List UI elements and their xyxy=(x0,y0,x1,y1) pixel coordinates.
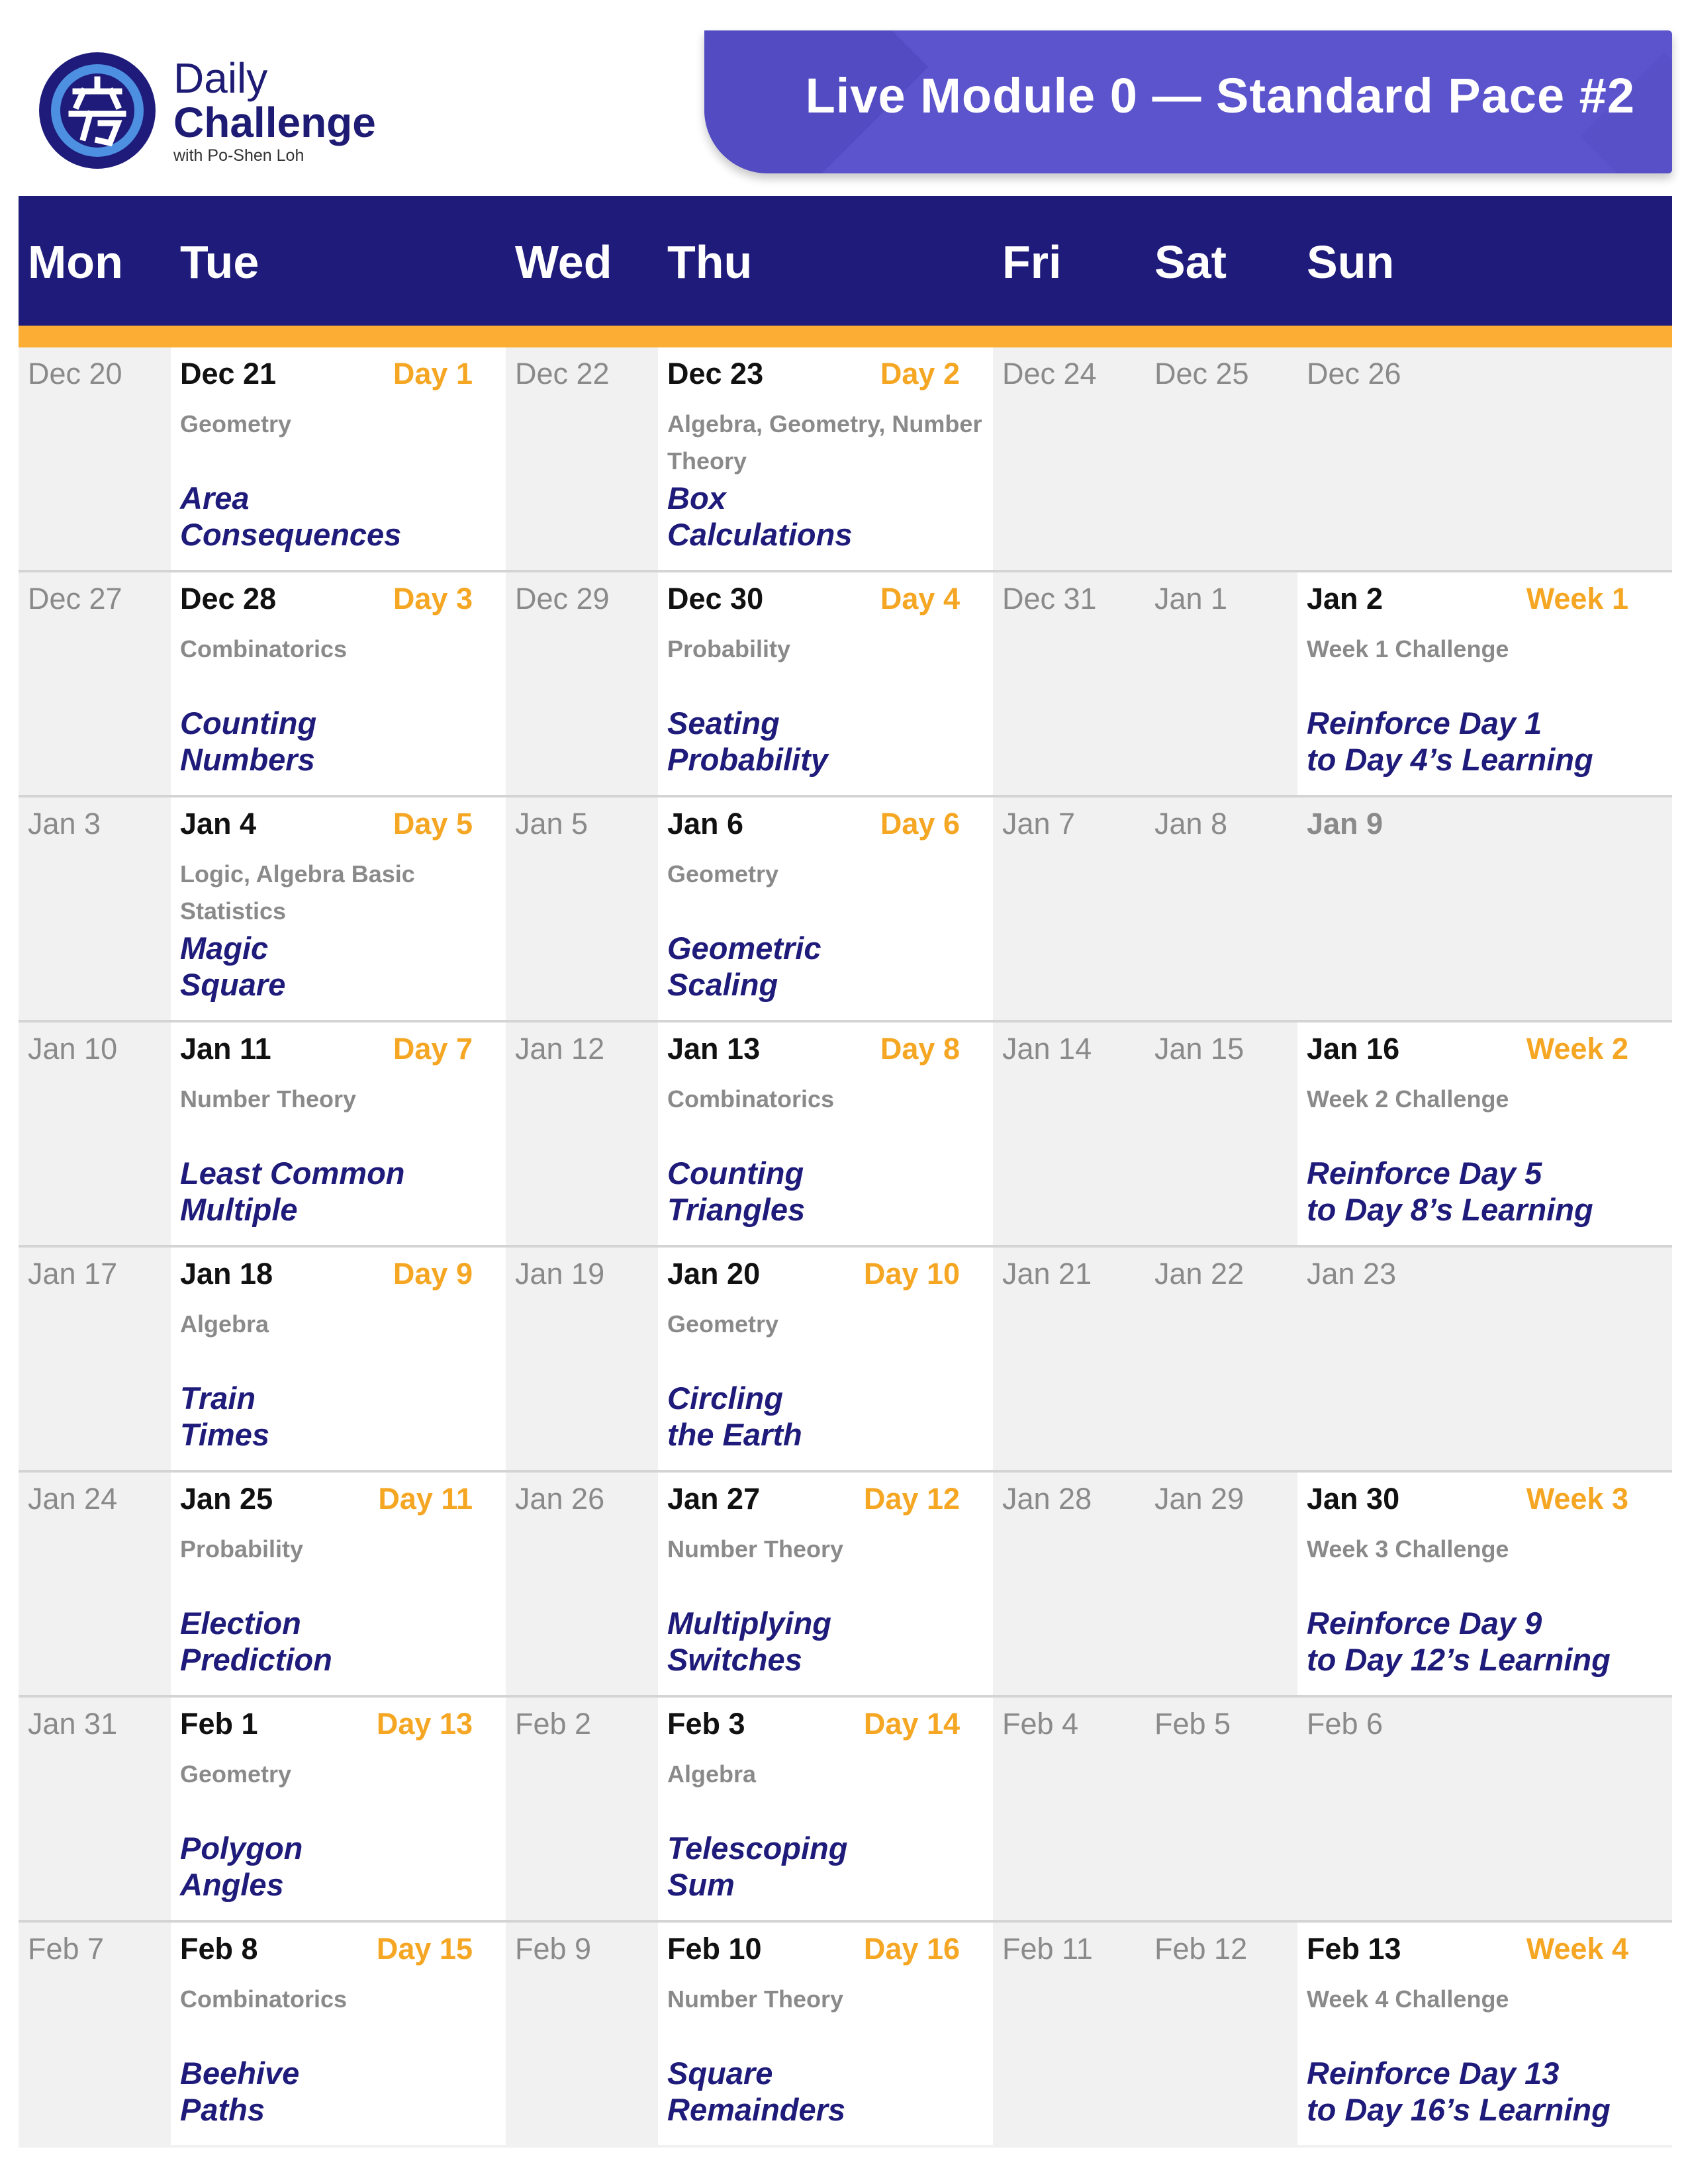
day-cell-fri xyxy=(993,1248,1145,1470)
day-cell-mon xyxy=(19,1698,171,1920)
day-cell-sat xyxy=(1145,1698,1297,1920)
date-label: Jan 29 xyxy=(1154,1482,1244,1516)
lesson-title-line-1: Counting xyxy=(180,705,317,741)
date-label: Jan 3 xyxy=(28,807,101,841)
day-badge: Day 1 xyxy=(393,357,473,390)
lesson-title-line-1: Multiplying xyxy=(667,1606,832,1641)
date-label: Jan 8 xyxy=(1154,807,1228,841)
weekday-fri: Fri xyxy=(1002,236,1062,288)
lesson-title-line-1: Seating xyxy=(667,705,780,741)
day-badge: Day 11 xyxy=(378,1482,473,1516)
lesson-title-line-1: Reinforce Day 13 xyxy=(1307,2056,1560,2091)
date-label: Feb 13 xyxy=(1307,1932,1401,1966)
date-label: Jan 5 xyxy=(515,807,588,841)
day-cell-tue xyxy=(171,347,506,570)
date-label: Feb 5 xyxy=(1154,1707,1231,1741)
lesson-title-line-1: Beehive xyxy=(180,2056,300,2091)
lesson-title[interactable] xyxy=(667,1605,1011,1678)
lesson-title-line-2: Sum xyxy=(667,1867,735,1902)
date-label: Jan 22 xyxy=(1154,1257,1244,1291)
date-label: Jan 20 xyxy=(667,1257,761,1291)
date-label: Dec 22 xyxy=(515,357,610,390)
title-banner xyxy=(704,30,1672,173)
subject-label: Geometry xyxy=(180,1760,292,1788)
accent-stripe xyxy=(19,326,1672,347)
day-cell-tue xyxy=(171,1473,506,1695)
subject-label: Number Theory xyxy=(180,1085,357,1113)
date-label: Jan 15 xyxy=(1154,1032,1244,1066)
date-label: Feb 12 xyxy=(1154,1932,1248,1966)
date-label: Jan 14 xyxy=(1002,1032,1092,1066)
weekday-mon: Mon xyxy=(28,236,123,288)
date-label: Dec 27 xyxy=(28,582,122,615)
lesson-title-line-1: Reinforce Day 5 xyxy=(1307,1156,1542,1191)
lesson-title-line-1: Least Common xyxy=(180,1156,405,1191)
subject-label: Number Theory xyxy=(667,1985,844,2013)
subject-label: Geometry xyxy=(667,1310,779,1338)
subject-label: Logic, Algebra Basic Statistics xyxy=(180,860,415,925)
lesson-title[interactable] xyxy=(180,705,524,778)
lesson-title[interactable] xyxy=(1307,705,1651,778)
date-label: Feb 7 xyxy=(28,1932,105,1966)
lesson-title-line-1: Square xyxy=(667,2056,773,2091)
lesson-title-line-2: Paths xyxy=(180,2092,265,2127)
date-label: Feb 2 xyxy=(515,1707,592,1741)
day-cell-fri xyxy=(993,1023,1145,1245)
day-badge: Day 4 xyxy=(880,582,960,615)
weekday-wed: Wed xyxy=(515,236,612,288)
lesson-title-line-1: Reinforce Day 9 xyxy=(1307,1606,1542,1641)
date-label: Feb 9 xyxy=(515,1932,592,1966)
date-label: Dec 25 xyxy=(1154,357,1249,390)
brand-byline: with Po-Shen Loh xyxy=(173,146,305,165)
lesson-title-line-2: Remainders xyxy=(667,2092,846,2127)
day-cell-thu xyxy=(658,1023,993,1245)
subject-label: Geometry xyxy=(667,860,779,887)
lesson-title-line-1: Polygon xyxy=(180,1831,303,1866)
lesson-title[interactable] xyxy=(667,480,1011,553)
lesson-title-line-2: Square xyxy=(180,967,286,1002)
lesson-title-line-1: Train xyxy=(180,1381,256,1416)
subject-label: Week 3 Challenge xyxy=(1307,1535,1509,1563)
lesson-title-line-2: Prediction xyxy=(180,1642,332,1677)
page-title: Live Module 0 — Standard Pace #2 xyxy=(805,68,1635,123)
lesson-title-line-1: Magic xyxy=(180,931,269,966)
lesson-title[interactable] xyxy=(667,930,1011,1003)
day-cell-thu xyxy=(658,1473,993,1695)
day-cell-tue xyxy=(171,1698,506,1920)
date-label: Jan 7 xyxy=(1002,807,1076,841)
day-cell-thu xyxy=(658,797,993,1020)
week-row xyxy=(19,1923,1672,2148)
date-label: Feb 3 xyxy=(667,1707,745,1741)
date-label: Jan 6 xyxy=(667,807,744,841)
date-label: Jan 16 xyxy=(1307,1032,1400,1066)
date-label: Jan 1 xyxy=(1154,582,1228,615)
date-label: Jan 9 xyxy=(1307,807,1383,841)
day-cell-fri xyxy=(993,347,1145,570)
calendar-grid xyxy=(19,347,1672,2148)
lesson-title-line-2: Scaling xyxy=(667,967,778,1002)
date-label: Dec 23 xyxy=(667,357,764,390)
day-cell-sun xyxy=(1297,1248,1672,1470)
date-label: Jan 10 xyxy=(28,1032,118,1066)
day-cell-wed xyxy=(506,1923,658,2145)
day-cell-tue xyxy=(171,572,506,795)
day-cell-tue xyxy=(171,1248,506,1470)
date-label: Dec 30 xyxy=(667,582,764,615)
day-cell-mon xyxy=(19,1023,171,1245)
lesson-title-line-1: Reinforce Day 1 xyxy=(1307,705,1542,741)
date-label: Feb 1 xyxy=(180,1707,258,1741)
date-label: Dec 29 xyxy=(515,582,610,615)
day-cell-sat xyxy=(1145,797,1297,1020)
date-label: Jan 2 xyxy=(1307,582,1383,615)
day-cell-thu xyxy=(658,1248,993,1470)
date-label: Jan 11 xyxy=(180,1032,271,1066)
day-badge: Week 2 xyxy=(1526,1032,1628,1066)
day-cell-fri xyxy=(993,1923,1145,2145)
day-cell-fri xyxy=(993,1473,1145,1695)
date-label: Jan 25 xyxy=(180,1482,273,1516)
day-cell-mon xyxy=(19,572,171,795)
lesson-title-line-1: Geometric xyxy=(667,931,821,966)
day-cell-mon xyxy=(19,797,171,1020)
day-cell-sat xyxy=(1145,1923,1297,2145)
day-badge: Day 13 xyxy=(376,1707,473,1741)
date-label: Jan 18 xyxy=(180,1257,273,1291)
day-badge: Day 15 xyxy=(376,1932,473,1966)
subject-label: Probability xyxy=(667,635,791,662)
week-row xyxy=(19,347,1672,572)
brand-line-1: Daily xyxy=(173,54,268,102)
week-row xyxy=(19,572,1672,797)
date-label: Jan 28 xyxy=(1002,1482,1092,1516)
date-label: Feb 4 xyxy=(1002,1707,1079,1741)
lesson-title-line-2: Switches xyxy=(667,1642,802,1677)
lesson-title-line-1: Area xyxy=(180,480,250,516)
day-cell-thu xyxy=(658,1698,993,1920)
lesson-title-line-2: Times xyxy=(180,1417,269,1452)
date-label: Jan 26 xyxy=(515,1482,605,1516)
date-label: Feb 10 xyxy=(667,1932,762,1966)
week-row xyxy=(19,797,1672,1023)
day-cell-sat xyxy=(1145,1023,1297,1245)
week-row xyxy=(19,1248,1672,1473)
daily-challenge-logo-icon xyxy=(37,50,158,171)
day-cell-sun xyxy=(1297,347,1672,570)
day-badge: Day 12 xyxy=(863,1482,960,1516)
date-label: Dec 26 xyxy=(1307,357,1401,390)
subject-label: Week 2 Challenge xyxy=(1307,1085,1509,1113)
day-badge: Day 8 xyxy=(880,1032,960,1066)
lesson-title[interactable] xyxy=(1307,1155,1651,1228)
lesson-title-line-1: Election xyxy=(180,1606,301,1641)
subject-label: Week 4 Challenge xyxy=(1307,1985,1509,2013)
week-row xyxy=(19,1698,1672,1923)
lesson-title-line-1: Telescoping xyxy=(667,1831,848,1866)
weekday-thu: Thu xyxy=(667,236,753,288)
lesson-title[interactable] xyxy=(667,1380,1011,1453)
brand xyxy=(173,56,376,167)
date-label: Jan 13 xyxy=(667,1032,761,1066)
day-cell-wed xyxy=(506,1698,658,1920)
subject-label: Week 1 Challenge xyxy=(1307,635,1509,662)
day-cell-wed xyxy=(506,1473,658,1695)
lesson-title-line-1: Counting xyxy=(667,1156,804,1191)
date-label: Jan 31 xyxy=(28,1707,118,1741)
day-cell-mon xyxy=(19,347,171,570)
weekday-header xyxy=(19,196,1672,326)
day-cell-sun xyxy=(1297,1698,1672,1920)
date-label: Jan 24 xyxy=(28,1482,118,1516)
day-cell-wed xyxy=(506,1248,658,1470)
lesson-title[interactable] xyxy=(180,1605,524,1678)
day-cell-mon xyxy=(19,1473,171,1695)
weekday-sat: Sat xyxy=(1154,236,1227,288)
date-label: Jan 21 xyxy=(1002,1257,1092,1291)
day-cell-sun xyxy=(1297,1923,1672,2145)
day-cell-thu xyxy=(658,1923,993,2145)
lesson-title[interactable] xyxy=(1307,1605,1651,1678)
day-badge: Day 14 xyxy=(863,1707,960,1741)
lesson-title-line-2: Calculations xyxy=(667,517,853,552)
date-label: Jan 17 xyxy=(28,1257,118,1291)
date-label: Jan 12 xyxy=(515,1032,605,1066)
subject-label: Combinatorics xyxy=(180,1985,348,2013)
week-row xyxy=(19,1473,1672,1698)
weekday-sun: Sun xyxy=(1307,236,1395,288)
day-cell-tue xyxy=(171,1923,506,2145)
lesson-title[interactable] xyxy=(667,705,1011,778)
day-cell-sun xyxy=(1297,1473,1672,1695)
day-cell-sat xyxy=(1145,572,1297,795)
date-label: Feb 6 xyxy=(1307,1707,1383,1741)
day-cell-fri xyxy=(993,1698,1145,1920)
day-badge: Day 10 xyxy=(863,1257,960,1291)
day-cell-sat xyxy=(1145,347,1297,570)
date-label: Jan 4 xyxy=(180,807,257,841)
day-badge: Week 1 xyxy=(1526,582,1628,615)
day-cell-sun xyxy=(1297,797,1672,1020)
day-cell-thu xyxy=(658,347,993,570)
lesson-title[interactable] xyxy=(1307,2055,1651,2128)
subject-label: Number Theory xyxy=(667,1535,844,1563)
date-label: Feb 8 xyxy=(180,1932,258,1966)
day-badge: Week 3 xyxy=(1526,1482,1628,1516)
lesson-title[interactable] xyxy=(180,1155,524,1228)
subject-label: Combinatorics xyxy=(667,1085,835,1113)
day-badge: Week 4 xyxy=(1526,1932,1628,1966)
week-row xyxy=(19,1023,1672,1248)
date-label: Dec 31 xyxy=(1002,582,1097,615)
date-label: Feb 11 xyxy=(1002,1932,1093,1966)
day-cell-tue xyxy=(171,1023,506,1245)
day-cell-fri xyxy=(993,797,1145,1020)
day-cell-wed xyxy=(506,347,658,570)
lesson-title-line-2: Probability xyxy=(667,742,828,777)
date-label: Dec 20 xyxy=(28,357,122,390)
lesson-title-line-2: Multiple xyxy=(180,1192,298,1227)
lesson-title-line-2: to Day 8’s Learning xyxy=(1307,1192,1593,1227)
date-label: Jan 19 xyxy=(515,1257,605,1291)
weekday-tue: Tue xyxy=(180,236,259,288)
lesson-title-line-2: Numbers xyxy=(180,742,315,777)
lesson-title-line-2: Consequences xyxy=(180,517,402,552)
lesson-title-line-2: to Day 4’s Learning xyxy=(1307,742,1593,777)
lesson-title[interactable] xyxy=(180,930,524,1003)
lesson-title[interactable] xyxy=(180,1380,524,1453)
subject-label: Algebra xyxy=(180,1310,269,1338)
lesson-title-line-2: to Day 12’s Learning xyxy=(1307,1642,1611,1677)
day-cell-sat xyxy=(1145,1473,1297,1695)
lesson-title[interactable] xyxy=(667,1155,1011,1228)
lesson-title-line-1: Box xyxy=(667,480,726,516)
subject-label: Combinatorics xyxy=(180,635,348,662)
day-badge: Day 6 xyxy=(880,807,960,841)
day-cell-wed xyxy=(506,572,658,795)
brand-line-2: Challenge xyxy=(173,99,376,146)
day-cell-fri xyxy=(993,572,1145,795)
date-label: Dec 21 xyxy=(180,357,277,390)
day-cell-mon xyxy=(19,1248,171,1470)
subject-label: Geometry xyxy=(180,410,292,437)
day-badge: Day 2 xyxy=(880,357,960,390)
lesson-title[interactable] xyxy=(667,1830,1011,1903)
day-cell-mon xyxy=(19,1923,171,2145)
lesson-title-line-2: to Day 16’s Learning xyxy=(1307,2092,1611,2127)
day-cell-tue xyxy=(171,797,506,1020)
subject-label: Algebra, Geometry, Number Theory xyxy=(667,410,982,475)
date-label: Dec 28 xyxy=(180,582,277,615)
lesson-title-line-1: Circling xyxy=(667,1381,783,1416)
day-badge: Day 16 xyxy=(863,1932,960,1966)
subject-label: Probability xyxy=(180,1535,304,1563)
day-cell-thu xyxy=(658,572,993,795)
date-label: Jan 30 xyxy=(1307,1482,1400,1516)
lesson-title-line-2: Angles xyxy=(180,1867,284,1902)
day-badge: Day 5 xyxy=(393,807,473,841)
day-cell-sun xyxy=(1297,572,1672,795)
day-badge: Day 7 xyxy=(393,1032,473,1066)
lesson-title-line-2: Triangles xyxy=(667,1192,806,1227)
lesson-title[interactable] xyxy=(180,2055,524,2128)
day-cell-sat xyxy=(1145,1248,1297,1470)
lesson-title[interactable] xyxy=(667,2055,1011,2128)
day-cell-wed xyxy=(506,797,658,1020)
date-label: Dec 24 xyxy=(1002,357,1097,390)
lesson-title[interactable] xyxy=(180,480,524,553)
day-badge: Day 3 xyxy=(393,582,473,615)
subject-label: Algebra xyxy=(667,1760,757,1788)
day-cell-sun xyxy=(1297,1023,1672,1245)
date-label: Jan 23 xyxy=(1307,1257,1397,1291)
lesson-title[interactable] xyxy=(180,1830,524,1903)
lesson-title-line-2: the Earth xyxy=(667,1417,802,1452)
date-label: Jan 27 xyxy=(667,1482,761,1516)
day-cell-wed xyxy=(506,1023,658,1245)
day-badge: Day 9 xyxy=(393,1257,473,1291)
